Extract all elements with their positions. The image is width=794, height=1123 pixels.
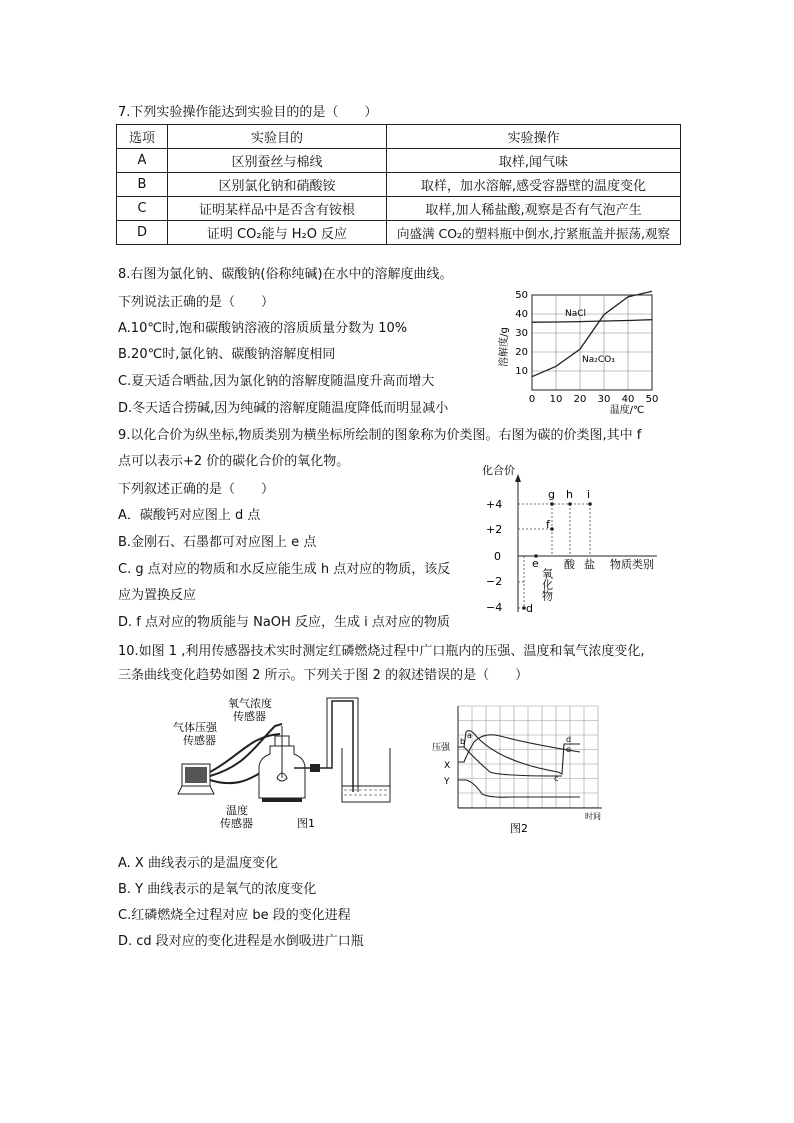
cell: A	[117, 149, 168, 173]
temp-sensor-label: 温度	[226, 804, 248, 817]
y-label-pressure: 压强	[432, 743, 451, 753]
q10-option-c: C.红磷燃烧全过程对应 be 段的变化进程	[118, 908, 351, 923]
x-axis-label: 物质类别	[610, 558, 654, 571]
x-axis-label: 温度/℃	[609, 405, 645, 416]
ytick-label: 20	[515, 347, 528, 358]
y-axis-arrow	[515, 474, 521, 482]
cell: 证明 CO₂能与 H₂O 反应	[168, 221, 387, 245]
cell: 证明某样品中是否含有铵根	[168, 197, 387, 221]
xcat-acid: 酸	[564, 558, 575, 571]
plot-frame	[532, 295, 652, 390]
q9-option-a: A．碳酸钙对应图上 d 点	[118, 508, 261, 523]
q7-stem: 7.下列实验操作能达到实验目的的是（ ）	[118, 105, 378, 120]
ytick: 0	[494, 550, 501, 563]
na2co3-label: Na₂CO₃	[582, 355, 615, 365]
q10-stem-2: 三条曲线变化趋势如图 2 所示。下列关于图 2 的叙述错误的是（ ）	[118, 668, 529, 683]
pressure-curve	[458, 731, 580, 774]
valence-chart	[472, 460, 672, 620]
xtick-label: 30	[597, 394, 611, 405]
ytick-label: 30	[515, 328, 528, 339]
cell: 区别蚕丝与棉线	[168, 149, 387, 173]
xtick-label: 0	[528, 394, 536, 405]
x-label-time: 时间	[585, 812, 601, 821]
cell: 向盛满 CO₂的塑料瓶中倒水,拧紧瓶盖并振荡,观察	[387, 221, 681, 245]
solubility-chart	[485, 287, 665, 417]
point-f	[550, 527, 554, 531]
q8-ask: 下列说法正确的是（ ）	[118, 295, 275, 310]
y-axis-label: 溶解度/g	[499, 327, 510, 367]
table-row	[117, 197, 681, 221]
q9-stem-2: 点可以表示+2 价的碳化合价的氧化物。	[118, 454, 350, 469]
cell: 取样,闻气味	[387, 149, 681, 173]
point-g	[550, 502, 554, 506]
y-label-x: X	[444, 761, 451, 771]
xtick-label: 20	[573, 394, 587, 405]
table-row	[117, 221, 681, 245]
q10-option-a: A. X 曲线表示的是温度变化	[118, 856, 278, 871]
q10-stem-1: 10.如图 1 ,利用传感器技术实时测定红磷燃烧过程中广口瓶内的压强、温度和氧气浓度变化,	[118, 644, 645, 659]
q10-option-d: D. cd 段对应的变化进程是水倒吸进广口瓶	[118, 934, 364, 949]
grid	[458, 706, 598, 808]
ytick: +2	[486, 523, 503, 536]
point-a: a	[467, 731, 472, 740]
xtick-label: 50	[645, 394, 659, 405]
laptop-icon	[178, 764, 214, 794]
point-c: c	[554, 774, 559, 783]
ytick-label: 40	[515, 309, 528, 320]
x-curve	[458, 735, 580, 762]
y-axis-label: 化合价	[482, 464, 515, 477]
q9-option-d: D. f 点对应的物质能与 NaOH 反应，生成 i 点对应的物质	[118, 615, 450, 630]
col-operation: 实验操作	[387, 125, 681, 149]
clamp-icon	[310, 764, 320, 772]
q9-option-c-1: C. g 点对应的物质和水反应能生成 h 点对应的物质，该反	[118, 562, 451, 577]
xtick-label: 40	[621, 394, 635, 405]
q9-option-c-2: 应为置换反应	[118, 588, 197, 603]
col-purpose: 实验目的	[168, 125, 387, 149]
y-curve	[458, 780, 580, 797]
point-label-g: g	[548, 488, 555, 501]
point-b: b	[460, 737, 466, 746]
q8-option-d: D.冬天适合捞碱,因为纯碱的溶解度随温度降低而明显减小	[118, 401, 449, 416]
point-h	[568, 502, 572, 506]
q10-option-b: B. Y 曲线表示的是氧气的浓度变化	[118, 882, 317, 897]
point-label-i: i	[587, 488, 591, 501]
apparatus-figure	[170, 696, 420, 836]
nacl-label: NaCl	[565, 309, 587, 319]
point-d: d	[566, 735, 572, 744]
q9-stem-1: 9.以化合价为纵坐标,物质类别为横坐标所绘制的图象称为价类图。右图为碳的价类图,其中 f	[118, 428, 642, 443]
point-label-e: e	[532, 557, 539, 570]
fig1-caption: 图1	[297, 817, 315, 830]
sensor-graph	[430, 702, 610, 834]
cell: 取样,加人稀盐酸,观察是否有气泡产生	[387, 197, 681, 221]
ytick: −2	[486, 575, 503, 588]
y-label-y: Y	[444, 777, 450, 787]
cell: B	[117, 173, 168, 197]
cell: C	[117, 197, 168, 221]
point-e: e	[566, 745, 571, 754]
ytick-label: 50	[515, 290, 528, 301]
q9-option-b: B.金刚石、石墨都可对应图上 e 点	[118, 535, 317, 550]
q8-option-c: C.夏天适合晒盐,因为氯化钠的溶解度随温度升高而增大	[118, 374, 435, 389]
table-row	[117, 173, 681, 197]
point-label-d: d	[526, 602, 533, 615]
cell: D	[117, 221, 168, 245]
xtick-label: 10	[549, 394, 563, 405]
o2-sensor-label: 氧气浓度	[228, 697, 272, 710]
pressure-sensor-label: 气体压强	[173, 721, 217, 734]
nacl-curve	[532, 320, 652, 323]
q8-option-a: A.10℃时,饱和碳酸钠溶液的溶质质量分数为 10%	[118, 321, 408, 336]
table-header-row	[117, 125, 681, 149]
fig2-caption: 图2	[510, 822, 528, 834]
cell: 取样，加水溶解,感受容器壁的温度变化	[387, 173, 681, 197]
point-label-f: f	[546, 518, 550, 531]
q7-table	[116, 124, 681, 245]
q8-option-b: B.20℃时,氯化钠、碳酸钠溶解度相同	[118, 347, 336, 362]
temp-sensor-label-2: 传感器	[220, 817, 253, 830]
point-i	[588, 502, 592, 506]
ytick-label: 10	[515, 366, 528, 377]
q8-stem: 8.右图为氯化钠、碳酸钠(俗称纯碱)在水中的溶解度曲线。	[118, 267, 453, 282]
ytick: +4	[486, 498, 503, 511]
table-row	[117, 149, 681, 173]
cell: 区别氯化钠和硝酸铵	[168, 173, 387, 197]
point-label-h: h	[566, 488, 573, 501]
pressure-drop-curve	[464, 747, 562, 776]
xcat-oxide: 氧化物	[540, 568, 554, 601]
pressure-sensor-label-2: 传感器	[183, 734, 216, 747]
xcat-salt: 盐	[584, 558, 595, 571]
ytick: −4	[486, 601, 503, 614]
beaker-icon	[342, 748, 390, 802]
q9-ask: 下列叙述正确的是（ ）	[118, 482, 275, 497]
col-option: 选项	[117, 125, 168, 149]
glass-tube	[320, 701, 353, 792]
o2-sensor-label-2: 传感器	[233, 710, 266, 723]
